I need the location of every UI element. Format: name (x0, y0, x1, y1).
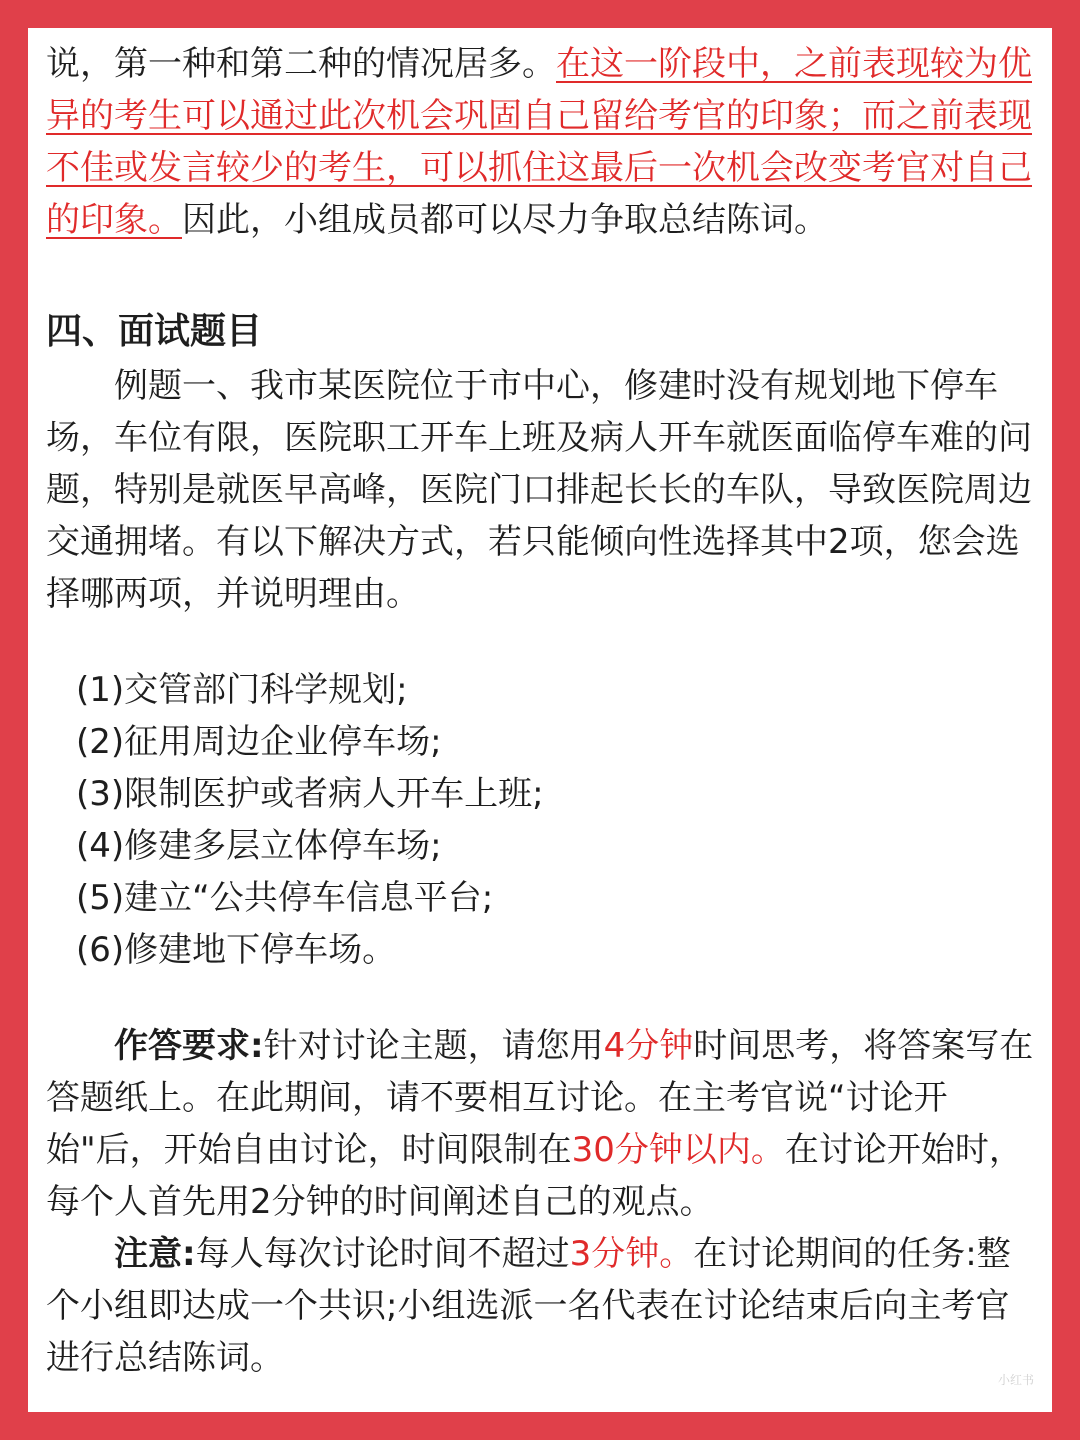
note-text-1: 每人每次讨论时间不超过 (195, 1234, 570, 1274)
intro-text-before: 说，第一种和第二种的情况居多。 (46, 44, 556, 84)
option-item-2: (2)征用周边企业停车场; (76, 722, 442, 762)
note-paragraph (46, 1228, 1036, 1384)
requirements-paragraph (46, 1020, 1036, 1228)
question-paragraph: 例题一、我市某医院位于市中心，修建时没有规划地下停车场，车位有限，医院职工开车上班及病人开车就医面临停车难的问题，特别是就医早高峰，医院门口排起长长的车队，导致医院周边交通拥堵。有以下解决方式，若只能倾向性选择其中2项，您会选择哪两项，并说明理由。 (46, 366, 1032, 614)
requirements-text-2: 时间思考，将答案写在答题纸上。在此期间，请不要相互讨论。在主考官说“讨论开始"后，开始自由讨论，时间限制在 (46, 1026, 1034, 1170)
requirements-time-limit: 30分钟以内。 (571, 1130, 785, 1170)
note-time-limit: 3分钟。 (569, 1234, 694, 1274)
intro-paragraph (46, 38, 1036, 246)
option-item-5: (5)建立“公共停车信息平台; (76, 878, 494, 918)
option-item-3: (3)限制医护或者病人开车上班; (76, 774, 544, 814)
note-text-2: 在讨论期间的任务:整个小组即达成一个共识;小组选派一名代表在讨论结束后向主考官进行总结陈词。 (46, 1234, 1011, 1378)
spacer (46, 976, 1036, 1020)
intro-text-after: 因此，小组成员都可以尽力争取总结陈词。 (182, 200, 828, 240)
note-label: 注意: (114, 1234, 196, 1274)
options-list (76, 664, 1036, 976)
document-page (28, 28, 1052, 1412)
intro-highlight: 在这一阶段中，之前表现较为优异的考生可以通过此次机会巩固自己留给考官的印象；而之前表现不佳或发言较少的考生，可以抓住这最后一次机会改变考官对自己的印象。 (46, 44, 1032, 240)
option-item-1: (1)交管部门科学规划; (76, 670, 408, 710)
requirements-time-think: 4分钟 (603, 1026, 694, 1066)
requirements-text-3: 在讨论开始时，每个人首先用2分钟的时间阐述自己的观点。 (46, 1130, 1023, 1222)
option-item-6: (6)修建地下停车场。 (76, 930, 397, 970)
section-heading: 四、面试题目 (46, 311, 263, 352)
option-item-4: (4)修建多层立体停车场; (76, 826, 442, 866)
requirements-text-1: 针对讨论主题，请您用 (263, 1026, 604, 1066)
requirements-label: 作答要求: (114, 1026, 264, 1066)
watermark: 小红书 (997, 1373, 1034, 1387)
